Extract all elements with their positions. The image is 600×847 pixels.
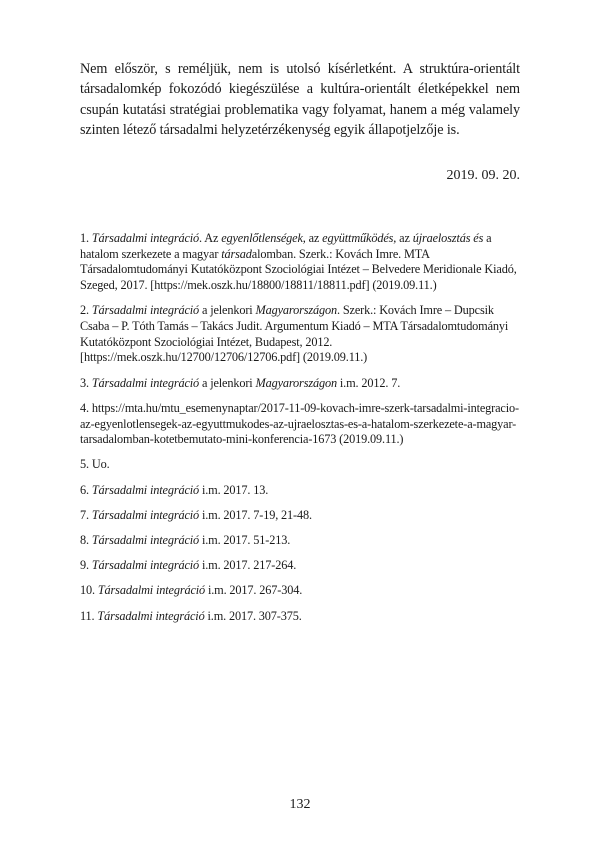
endnote-text: i.m. 2017. 267-304. <box>205 583 303 598</box>
endnote-text: az <box>305 231 323 245</box>
endnote-text: https://mta.hu/mtu_esemenynaptar/2017-11-09-kovach-imre-szerk-tarsadalmi-integracio-az-egyenlotlensegek-az-egyuttmukodes-az-ujraelosztas-es-a-hatalom-szerkezete-a-magyar-tarsadalomban-kotetbemutato-mini-konferencia-1673 (2019.09.11.) <box>80 400 519 447</box>
endnote-number: 8. <box>80 533 92 548</box>
endnote-number: 6. <box>80 482 92 497</box>
endnote-text: a jelenkori <box>199 375 256 390</box>
endnote-title-italic: Társadalmi integráció <box>91 375 200 390</box>
endnote-item <box>80 401 525 448</box>
endnote-title-italic: Társadalmi integráció <box>97 583 206 598</box>
endnote-title-italic: újraelosztás és <box>412 231 484 245</box>
endnote-title-italic: Társadalmi integráció <box>91 533 200 548</box>
endnote-text: i.m. 2017. 217-264. <box>199 558 297 573</box>
endnote-item <box>80 583 525 599</box>
endnote-title-italic: egyenlőtlenségek, <box>221 231 306 245</box>
endnote-text: i.m. 2012. 7. <box>336 375 401 390</box>
endnote-item <box>80 533 525 549</box>
endnote-text: az <box>396 231 413 245</box>
body-paragraph: Nem először, s reméljük, nem is utolsó kísérletként. A struktúra-orientált társadalomkép fokozódó kiegészülése a kultúra-orientált életképekkel nem csupán kutatási stratégiai problematika vagy folyamat, hanem a még valamely szinten létező társadalmi helyzetérzékenység egyik állapotjelzője is. <box>80 61 520 138</box>
endnote-title-italic: integráció <box>147 303 200 318</box>
endnote-item <box>80 558 525 574</box>
endnote-number: 2. <box>80 303 92 318</box>
endnote-number: 10. <box>80 583 98 598</box>
endnote-text: . Szerk.: Kovách Imre – Dupcsik Csaba – P. Tóth Tamás – Takács Judit. Argumentum Kiadó – MTA Társadalomtudományi Kutatóközpont Szociológiai Intézet, Budapest, 2012. [https://mek.oszk.hu/12700/12706/12706.pdf] (2019.09.11.) <box>80 303 509 365</box>
endnote-title-italic: Magyarországon <box>255 303 337 318</box>
endnote-text: alomban. Szerk.: Kovách Imre. MTA Társadalomtudományi Kutatóközpont Szociológiai Intézet – Belvedere Meridionale Kiadó, Szeged, 2017. [https://mek.oszk.hu/18800/18811/18811.pdf] (2019.09.11.) <box>80 246 517 293</box>
endnote-title-italic: Magyarországon <box>255 375 337 390</box>
endnote-item <box>80 483 525 499</box>
endnote-title-italic: társad <box>221 246 252 261</box>
endnote-text: a jelenkori <box>199 303 256 318</box>
endnote-number: 9. <box>80 558 92 573</box>
endnote-item <box>80 457 525 473</box>
page-number: 132 <box>289 797 311 812</box>
endnote-title-italic: Társadalmi integráció <box>91 507 200 522</box>
endnotes-list <box>80 231 525 634</box>
endnote-text: i.m. 2017. 51-213. <box>199 533 291 548</box>
endnote-number: 11. <box>80 608 98 623</box>
endnote-title-italic: Társadalmi integráció <box>91 558 200 573</box>
endnote-title-italic: Társadalmi integráció <box>91 231 200 245</box>
date-line: 2019. 09. 20. <box>446 168 520 183</box>
endnote-text: a hatalom szerkezete a magyar <box>80 231 492 261</box>
endnote-number: 3. <box>80 375 92 390</box>
endnote-number: 1. <box>80 231 92 245</box>
endnote-number: 5. <box>80 457 92 472</box>
endnote-title-italic: Társadalmi <box>91 303 148 318</box>
endnote-title-italic: együttműködés, <box>322 231 397 245</box>
endnote-title-italic: Társadalmi integráció <box>91 482 200 497</box>
endnote-title-italic: Társadalmi integráció <box>97 608 205 623</box>
endnote-item <box>80 231 525 294</box>
endnote-number: 7. <box>80 507 92 522</box>
endnote-text: i.m. 2017. 13. <box>199 482 269 497</box>
endnote-item <box>80 508 525 524</box>
endnote-text: . Az <box>199 231 222 245</box>
endnote-item <box>80 376 525 392</box>
endnote-text: i.m. 2017. 307-375. <box>204 608 302 623</box>
endnote-text: i.m. 2017. 7-19, 21-48. <box>199 507 312 522</box>
endnote-text: Uo. <box>91 457 110 472</box>
endnote-item <box>80 303 525 366</box>
endnote-item <box>80 609 525 625</box>
endnote-number: 4. <box>80 400 92 415</box>
